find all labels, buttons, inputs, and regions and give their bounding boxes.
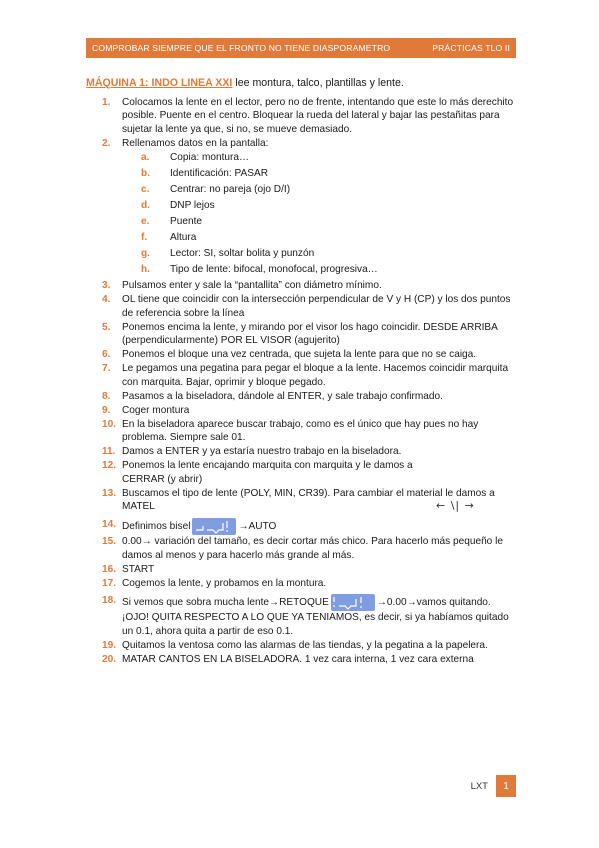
step-18: 18. Si vemos que sobra mucha lente→RETOQUE →0.00→vamos quitando. ¡OJO! QUITA RESPECTO A LO QUE YA TENIAMOS, es decir, si ya habíamos quitado un 0.1, ahora quita a partir de eso 0.1. <box>102 595 509 637</box>
step-1: 1. Colocamos la lente en el lector, pero no de frente, intentando que este lo más derechito posible. Puente en el centro. Bloquear la rueda del lateral y bajar las pestañitas para sujetar la lente ya que, si no, se mueve demasiado. <box>102 97 514 135</box>
step-3: 3. Pulsamos enter y sale la “pantallita” con diámetro mínimo. <box>102 280 382 291</box>
header-left: COMPROBAR SIEMPRE QUE EL FRONTO NO TIENE DIASPORAMETRO <box>92 43 391 53</box>
footer <box>470 775 516 797</box>
substep-c: c. Centrar: no pareja (ojo D/I) <box>141 184 291 196</box>
step-6: 6. Ponemos el bloque una vez centrada, que sujeta la lente para que no se caiga. <box>102 349 477 361</box>
step-19: 19. Quitamos la ventosa como las alarmas de las tiendas, y la pegatina a la papelera. <box>102 639 488 651</box>
section-title <box>86 76 404 90</box>
machine-name: MÁQUINA 1: INDO LINEA XXI <box>86 77 233 89</box>
step-20: 20. MATAR CANTOS EN LA BISELADORA. 1 vez cara interna, 1 vez cara externa <box>102 654 474 666</box>
substep-d: d. DNP lejos <box>141 200 215 212</box>
header-bar <box>86 38 516 58</box>
handwritten-arrows: ← \| → <box>436 499 475 512</box>
bevel-icon <box>192 518 236 535</box>
step-14: 14. Definimos bisel →AUTO <box>94 518 519 535</box>
header-right: PRÁCTICAS TLO II <box>432 43 510 53</box>
footer-label: LXT <box>470 780 488 792</box>
step-4: 4. OL tiene que coincidir con la intersección perpendicular de V y H (CP) y los dos puntos de referencia sobre la línea <box>102 294 511 319</box>
step-16: 16. START <box>102 563 155 575</box>
steps-list <box>94 96 519 667</box>
step-17: 17. Cogemos la lente, y probamos en la montura. <box>102 578 327 590</box>
step-8: 8. Pasamos a la biseladora, dándole al ENTER, y sale trabajo confirmado. <box>102 390 443 402</box>
substep-f: f. Altura <box>141 232 197 244</box>
step-5: 5. Ponemos encima la lente, y mirando por el visor los hago coincidir. DESDE ARRIBA (perpendicularmente) POR EL VISOR (agujerito) <box>102 321 498 346</box>
substeps-list <box>122 150 519 278</box>
substep-h: h. Tipo de lente: bifocal, monofocal, progresiva… <box>141 264 378 276</box>
substep-a: a. Copia: montura… <box>141 152 250 164</box>
retouch-icon <box>331 594 375 611</box>
step-10: 10. En la biseladora aparece buscar trabajo, como es el único que hay pues no hay problema. Siempre sale 01. <box>102 418 479 444</box>
step-2: 2. Rellenamos datos en la pantalla: a. Copia: montura… b. Identificación: PASAR c. Centrar: no pareja (ojo D/I) d. DNP lejos e. Puente f. Altura g. Lector: SI, soltar bolita y punzón h. Tipo de lente: bifocal, monofocal, progresiva… <box>94 137 519 278</box>
substep-b: b. Identificación: PASAR <box>141 168 268 180</box>
step-7: 7. Le pegamos una pegatina para pegar el bloque a la lente. Hacemos coincidir marquita con marquita. Bajar, oprimir y bloque pegado. <box>102 363 509 388</box>
substep-g: g. Lector: SI, soltar bolita y punzón <box>141 248 315 260</box>
step-12: 12. Ponemos la lente encajando marquita con marquita y le damos a CERRAR (y abrir) <box>102 460 413 485</box>
step-11: 11. Damos a ENTER y ya estaría nuestro trabajo en la biseladora. <box>102 446 402 458</box>
machine-description: lee montura, talco, plantillas y lente. <box>235 77 404 89</box>
substep-e: e. Puente <box>141 216 202 228</box>
step-15: 15. 0.00→ variación del tamaño, es decir cortar más chico. Para hacerlo más pequeño le damos al menos y para hacerlo más grande al más. <box>102 536 503 561</box>
step-9: 9. Coger montura <box>102 404 190 416</box>
page-number: 1 <box>496 775 516 797</box>
step-13: 13. Buscamos el tipo de lente (POLY, MIN, CR39). Para cambiar el material le damos a MATEL <box>102 487 495 513</box>
